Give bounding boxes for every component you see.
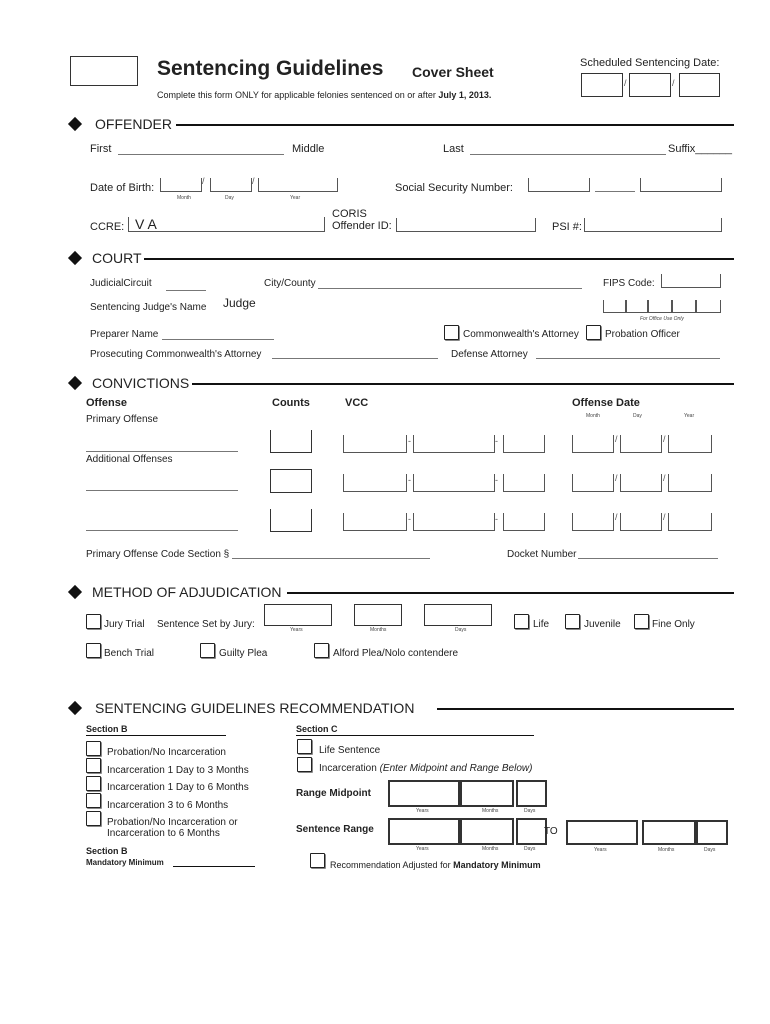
b-incarceration-3m-6m-checkbox[interactable] [86,793,101,808]
court-heading: COURT [92,250,142,266]
offense-date-year-caption: Year [684,413,695,419]
coris-label: CORIS Offender ID: [332,208,392,232]
date-separator: / [615,512,618,522]
vcc-separator: - [495,475,498,485]
defense-attorney-field[interactable] [536,358,720,359]
midpoint-years-caption: Years [416,808,429,814]
offense-year-field[interactable] [668,435,712,453]
b-incarceration-1d-3m-checkbox[interactable] [86,758,101,773]
midpoint-months-field[interactable] [460,780,514,807]
preparer-label: Preparer Name [90,329,159,340]
alford-plea-label: Alford Plea/Nolo contendere [333,648,459,659]
section-diamond-icon [68,701,82,715]
life-label: Life [533,619,550,630]
date-separator: / [615,473,618,483]
jury-years-field[interactable] [264,604,332,626]
date-separator: / [663,512,666,522]
ssn-field-3[interactable] [640,178,722,192]
ccre-field[interactable] [128,217,325,232]
date-separator: / [615,434,618,444]
c-life-sentence-checkbox[interactable] [297,739,312,754]
midpoint-days-field[interactable] [516,780,547,807]
last-name-label: Last [443,143,464,155]
last-name-field[interactable] [470,154,666,155]
city-county-label: City/County [264,278,316,289]
mandatory-minimum-label: Mandatory Minimum [86,858,164,867]
defense-attorney-label: Defense Attorney [451,349,528,360]
dob-year-field[interactable] [258,178,338,192]
jury-days-field[interactable] [424,604,492,626]
fine-only-checkbox[interactable] [634,614,649,629]
section-rule [437,708,734,710]
first-name-label: First [90,143,112,155]
code-section-field[interactable] [232,558,430,559]
commonwealth-attorney-checkbox[interactable] [444,325,459,340]
judge-code-field-1[interactable] [603,300,627,313]
first-name-field[interactable] [118,154,284,155]
adjudication-heading: METHOD OF ADJUDICATION [92,584,282,600]
scheduled-date-label: Scheduled Sentencing Date: [580,57,720,69]
life-checkbox[interactable] [514,614,529,629]
vcc-field-3[interactable] [503,474,545,492]
dob-month-field[interactable] [160,178,202,192]
jury-days-caption: Days [455,627,467,633]
vcc-field-2[interactable] [413,474,495,492]
counts-field[interactable] [270,430,312,453]
section-diamond-icon [68,251,82,265]
judge-code-field-5[interactable] [695,300,721,313]
section-diamond-icon [68,117,82,131]
preparer-field[interactable] [162,339,274,340]
section-diamond-icon [68,376,82,390]
offense-date-month-caption: Month [586,413,600,419]
offense-month-field[interactable] [572,513,614,531]
ssn-label: Social Security Number: [395,182,513,194]
dob-day-field[interactable] [210,178,252,192]
b-incarceration-1d-3m-label: Incarceration 1 Day to 3 Months [107,765,249,776]
c-incarceration-label: Incarceration (Enter Midpoint and Range Below) [319,763,533,774]
mandatory-minimum-field[interactable] [173,866,255,867]
vcc-separator: - [408,436,411,446]
range-low-days-caption: Days [524,846,536,852]
sentence-set-by-jury-label: Sentence Set by Jury: [157,619,255,630]
b-incarceration-1d-6m-label: Incarceration 1 Day to 6 Months [107,782,249,793]
probation-officer-checkbox[interactable] [586,325,601,340]
c-incarceration-checkbox[interactable] [297,757,312,772]
counts-column-header: Counts [272,397,310,409]
scheduled-day-field[interactable] [629,73,671,97]
range-midpoint-label: Range Midpoint [296,788,371,799]
range-low-months-caption: Months [482,846,499,852]
form-instruction: Complete this form ONLY for applicable felonies sentenced on or after July 1, 2013. [157,90,492,100]
range-high-years-field[interactable] [566,820,638,845]
fips-field[interactable] [661,274,721,288]
jury-trial-checkbox[interactable] [86,614,101,629]
judicial-circuit-label: JudicialCircuit [90,278,152,289]
b-incarceration-1d-6m-checkbox[interactable] [86,776,101,791]
alford-plea-checkbox[interactable] [314,643,329,658]
offense-date-day-caption: Day [633,413,642,419]
page-title: Sentencing Guidelines [157,57,384,80]
judge-code-field-3[interactable] [647,300,673,313]
primary-offense-label: Primary Offense [86,414,159,425]
date-separator: / [202,176,205,186]
vcc-separator: - [408,514,411,524]
section-rule [144,258,734,260]
section-rule [192,383,734,385]
dob-label: Date of Birth: [90,182,155,194]
ssn-field-1[interactable] [528,178,590,192]
scheduled-month-field[interactable] [581,73,623,97]
b-probation-or-incarceration-checkbox[interactable] [86,811,101,826]
jury-years-caption: Years [290,627,303,633]
jury-months-field[interactable] [354,604,402,626]
ssn-field-2[interactable] [595,191,635,192]
scheduled-year-field[interactable] [679,73,720,97]
guilty-plea-checkbox[interactable] [200,643,215,658]
range-low-months-field[interactable] [460,818,514,845]
judicial-circuit-field[interactable] [166,290,206,291]
judge-code-field-4[interactable] [671,300,697,313]
counts-field[interactable] [270,509,312,532]
midpoint-years-field[interactable] [388,780,460,807]
section-rule [287,592,734,594]
adjusted-mandatory-minimum-checkbox[interactable] [310,853,325,868]
range-high-years-caption: Years [594,847,607,853]
suffix-label[interactable]: Suffix______ [668,143,733,155]
vcc-separator: - [495,514,498,524]
offense-month-field[interactable] [572,474,614,492]
psi-field[interactable] [584,218,722,232]
offense-day-field[interactable] [620,474,662,492]
judge-code-field-2[interactable] [625,300,649,313]
sentence-range-label: Sentence Range [296,824,374,835]
ccre-label: CCRE: [90,221,125,233]
range-high-days-field[interactable] [696,820,728,845]
judge-name-value[interactable]: Judge [223,296,256,310]
adjusted-mandatory-minimum-label: Recommendation Adjusted for Mandatory Minimum [330,860,541,870]
fips-label: FIPS Code: [603,278,655,289]
section-c-heading: Section C [296,724,338,734]
section-b-underline [86,735,226,736]
vcc-field-1[interactable] [343,474,407,492]
b-probation-label: Probation/No Incarceration [107,747,226,758]
vcc-field-2[interactable] [413,435,495,453]
range-low-days-field[interactable] [516,818,547,845]
offense-column-header: Offense [86,397,127,409]
midpoint-months-caption: Months [482,808,499,814]
bench-trial-label: Bench Trial [104,648,155,659]
prosecuting-attorney-label: Prosecuting Commonwealth's Attorney [90,349,262,360]
convictions-heading: CONVICTIONS [92,375,190,391]
offense-day-field[interactable] [620,513,662,531]
range-to-label: TO [544,826,558,837]
date-separator: / [663,473,666,483]
dob-day-caption: Day [225,195,234,201]
vcc-field-2[interactable] [413,513,495,531]
commonwealth-attorney-label: Commonwealth's Attorney [463,329,579,340]
section-diamond-icon [68,585,82,599]
range-high-months-caption: Months [658,847,675,853]
counts-field[interactable] [270,469,312,493]
midpoint-days-caption: Days [524,808,536,814]
vcc-field-1[interactable] [343,513,407,531]
offense-year-field[interactable] [668,513,712,531]
guilty-plea-label: Guilty Plea [219,648,268,659]
bench-trial-checkbox[interactable] [86,643,101,658]
dob-year-caption: Year [290,195,301,201]
range-high-days-caption: Days [704,847,716,853]
recommendation-heading: SENTENCING GUIDELINES RECOMMENDATION [95,700,415,716]
vcc-field-3[interactable] [503,435,545,453]
offense-month-field[interactable] [572,435,614,453]
date-separator: / [663,434,666,444]
date-separator: / [624,78,627,88]
judge-name-label: Sentencing Judge's Name [90,302,207,313]
vcc-separator: - [408,475,411,485]
city-county-field[interactable] [318,288,582,289]
offender-heading: OFFENDER [95,116,172,132]
offense-year-field[interactable] [668,474,712,492]
additional-offense-field[interactable] [86,490,238,491]
primary-offense-field[interactable] [86,451,238,452]
c-life-sentence-label: Life Sentence [319,745,381,756]
section-b-heading: Section B [86,724,128,734]
b-incarceration-3m-6m-label: Incarceration 3 to 6 Months [107,800,229,811]
jury-months-caption: Months [370,627,387,633]
jury-trial-label: Jury Trial [104,619,145,630]
vcc-field-3[interactable] [503,513,545,531]
office-stamp-box [70,56,138,86]
juvenile-label: Juvenile [584,619,621,630]
ccre-value: V A [135,216,157,232]
date-separator: / [252,176,255,186]
dob-month-caption: Month [177,195,191,201]
fine-only-label: Fine Only [652,619,695,630]
prosecuting-attorney-field[interactable] [272,358,438,359]
range-low-years-caption: Years [416,846,429,852]
range-low-years-field[interactable] [388,818,460,845]
b-probation-checkbox[interactable] [86,741,101,756]
vcc-separator: - [495,436,498,446]
b-probation-or-incarceration-label: Probation/No Incarceration or Incarceration to 6 Months [107,817,238,839]
probation-officer-label: Probation Officer [605,329,680,340]
docket-number-label: Docket Number [507,549,577,560]
additional-offenses-label: Additional Offenses [86,454,173,465]
range-high-months-field[interactable] [642,820,696,845]
section-c-underline [296,735,534,736]
section-b-mandatory-heading: Section B [86,846,128,856]
middle-name-label: Middle [292,143,325,155]
offense-date-column-header: Offense Date [572,397,640,409]
page-subtitle: Cover Sheet [412,64,494,80]
juvenile-checkbox[interactable] [565,614,580,629]
offense-day-field[interactable] [620,435,662,453]
docket-number-field[interactable] [578,558,718,559]
additional-offense-field[interactable] [86,530,238,531]
psi-label: PSI #: [552,221,582,233]
vcc-field-1[interactable] [343,435,407,453]
office-use-caption: For Office Use Only [640,316,684,322]
coris-id-field[interactable] [396,218,536,232]
date-separator: / [672,78,675,88]
code-section-label: Primary Offense Code Section § [86,549,230,560]
section-rule [176,124,734,126]
vcc-column-header: VCC [345,397,369,409]
